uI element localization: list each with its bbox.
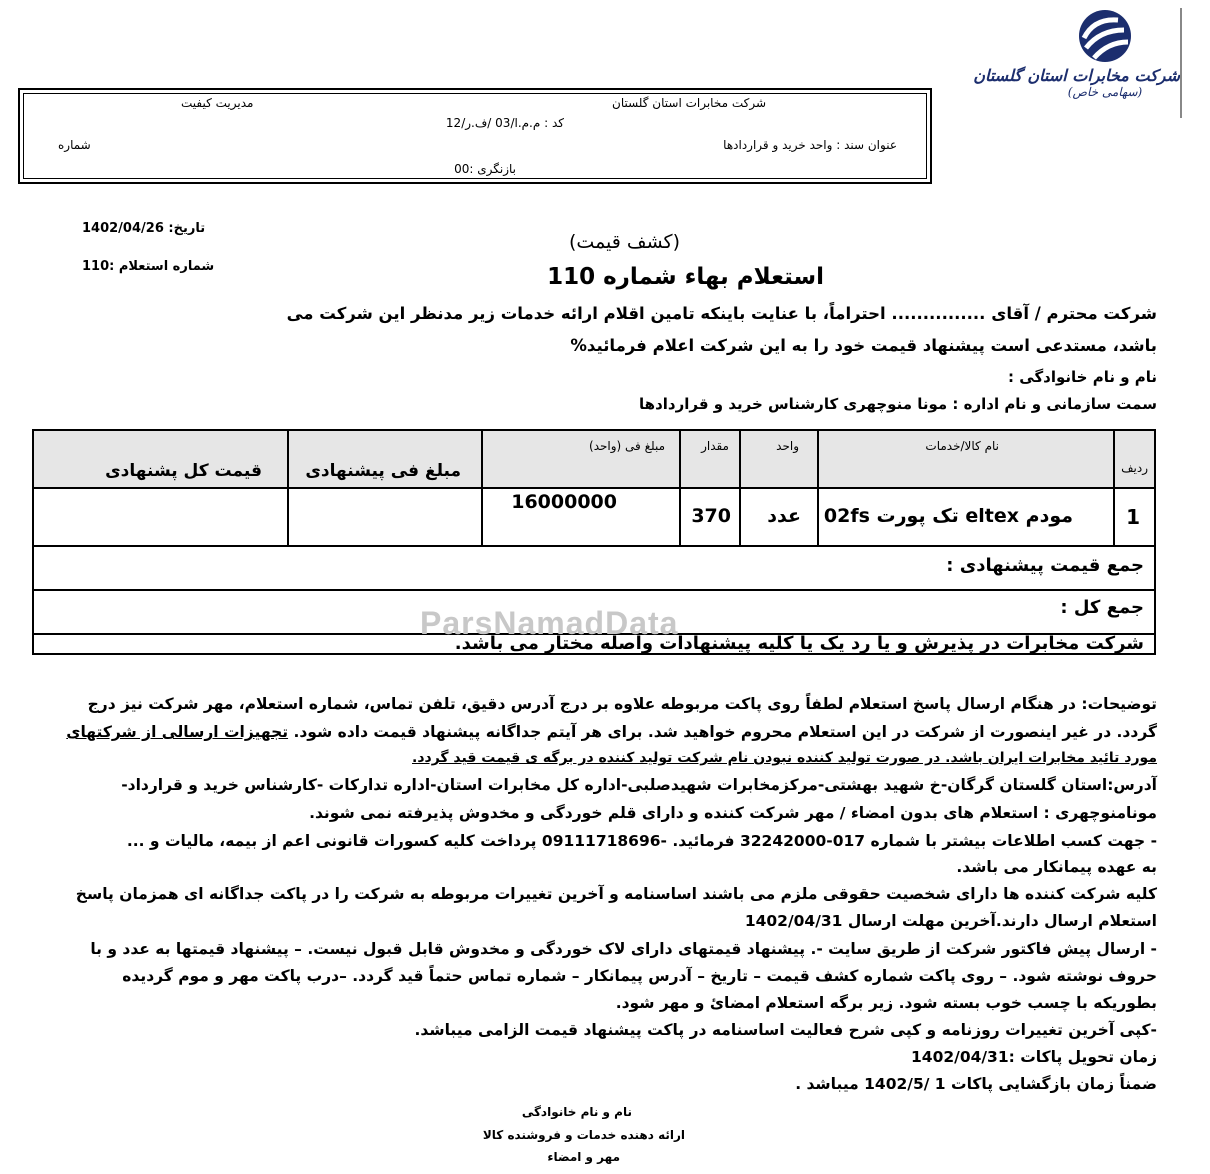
note-line-6: - جهت کسب اطلاعات بیشتر با شماره 017-32242000 فرمائید. -09111718696 پرداخت کلیه کسورات قانونی اعم از بیمه، مالیات و ... — [126, 832, 1157, 850]
note-line-7: به عهده پیمانکار می باشد. — [956, 858, 1157, 876]
note-line-2b: تجهیزات ارسالی از شرکتهای — [66, 723, 289, 741]
note-line-11: حروف نوشته شود. – روی پاکت شماره کشف قیمت – تاریخ – آدرس پیمانکار – شماره تماس حتماً قید گردد. –درب پاکت مهر و موم گردیده — [122, 967, 1157, 985]
sum-offer-label: جمع قیمت پیشنهادی : — [946, 555, 1144, 576]
watermark: ParsNamadData — [420, 605, 679, 641]
header-revision: بازنگری :00 — [454, 162, 516, 176]
table-row — [34, 487, 1154, 547]
th-unit: واحد — [776, 439, 799, 453]
intro-name: نام و نام خانوادگی : — [1008, 368, 1157, 386]
logo-company-type: (سهامی خاص) — [1067, 85, 1143, 99]
cell-row: 1 — [1126, 505, 1140, 529]
table-header-row — [34, 431, 1154, 487]
intro-line-1: شرکت محترم / آقای ............... احتراماً، با عنایت باینکه تامین اقلام ارائه خدمات زیر مدنظر این شرکت می — [286, 304, 1157, 323]
note-line-2 — [66, 725, 1157, 741]
cell-item: مودم eltex تک پورت 02fs — [823, 505, 1073, 527]
th-unit-price: مبلغ فی (واحد) — [589, 439, 665, 453]
note-line-2a: گردد. در غیر اینصورت از شرکت در این استعلام محروم خواهید شد. برای هر آیتم جداگانه پیشنهاد قیمت داده شود. — [293, 723, 1157, 741]
company-logo — [973, 8, 1180, 120]
note-line-14: زمان تحویل پاکات :1402/04/31 — [911, 1048, 1157, 1066]
cell-offer-unit[interactable] — [287, 489, 481, 547]
note-line-10: - ارسال پیش فاکتور شرکت از طریق سایت -. پیشنهاد قیمتهای دارای لاک خوردگی و مخدوش قابل قبول نیست. – پیشنهاد قیمتها به عدد و با — [90, 940, 1157, 958]
divider — [1180, 8, 1182, 118]
cell-offer-total[interactable] — [34, 489, 287, 547]
th-row: ردیف — [1121, 461, 1148, 475]
note-line-5: مونامنوچهری : استعلام های بدون امضاء / مهر شرکت کننده و دارای قلم خوردگی و مخدوش پذیرفته نمی شوند. — [309, 804, 1157, 822]
th-qty: مقدار — [701, 439, 729, 453]
note-line-9: استعلام ارسال دارند.آخرین مهلت ارسال 1402/04/31 — [744, 912, 1157, 930]
th-item: نام کالا/خدمات — [925, 439, 999, 453]
header-code: کد : م.م.ا/03 /ف.ر/12 — [445, 116, 564, 130]
intro-position: سمت سازمانی و نام اداره : مونا منوچهری کارشناس خرید و قراردادها — [639, 395, 1157, 413]
note-line-8: کلیه شرکت کننده ها دارای شخصیت حقوقی ملزم می باشند اساسنامه و آخرین تغییرات مربوطه به شرکت را در پاکت جداگانه ای همزمان پاسخ — [75, 885, 1157, 903]
signature-role: ارائه دهنده خدمات و فروشنده کالا — [482, 1128, 685, 1142]
signature-stamp: مهر و امضاء — [547, 1150, 620, 1164]
note-line-1: توضیحات: در هنگام ارسال پاسخ استعلام لطفاً روی پاکت مربوطه علاوه بر درج آدرس دقیق، تلفن تماس، شماره استعلام، مهر شرکت نیز درج — [87, 695, 1157, 713]
intro-line-2: باشد، مستدعی است پیشنهاد قیمت خود را به این شرکت اعلام فرمائید% — [570, 336, 1157, 355]
sum-offer-row — [34, 545, 1154, 591]
header-number-label: شماره — [58, 138, 91, 152]
note-line-3: مورد تائید مخابرات ایران باشد. در صورت تولید کننده نبودن نام شرکت تولید کننده در برگه ی قیمت قید گردد. — [412, 750, 1157, 766]
subtitle: (کشف قیمت) — [569, 231, 680, 253]
note-line-15: ضمناً زمان بازگشایی پاکات 1 /1402/5 میباشد . — [795, 1075, 1157, 1093]
note-line-13: -کپی آخرین تغییرات روزنامه و کپی شرح فعالیت اساسنامه در پاکت پیشنهاد قیمت الزامی میباشد. — [414, 1021, 1157, 1039]
cell-unit: عدد — [767, 505, 801, 527]
th-offer-total: قیمت کل پشنهادی — [105, 461, 262, 481]
table-note: شرکت مخابرات در پذیرش و یا رد یک یا کلیه پیشنهادات واصله مختار می باشد. — [454, 633, 1144, 654]
cell-unit-price: 16000000 — [511, 491, 617, 513]
note-line-4: آدرس:استان گلستان گرگان-خ شهید بهشتی-مرکزمخابرات شهیدصلبی-اداره کل مخابرات استان-اداره تدارکات -کارشناس خرید و قرارداد- — [121, 776, 1157, 794]
signature-name: نام و نام خانوادگی — [521, 1105, 632, 1119]
inquiry-number: شماره استعلام :110 — [82, 259, 215, 274]
sum-total-label: جمع کل : — [1060, 597, 1144, 618]
header-company: شرکت مخابرات استان گلستان — [612, 96, 766, 110]
page-title: استعلام بهاء شماره 110 — [547, 264, 824, 290]
note-line-12: بطوریکه با چسب خوب بسته شود. زیر برگه استعلام امضائ و مهر شود. — [615, 994, 1157, 1012]
logo-company-name: شرکت مخابرات استان گلستان — [973, 66, 1180, 85]
date: تاریخ: 1402/04/26 — [82, 221, 206, 236]
cell-qty: 370 — [691, 505, 731, 527]
header-doc-title: عنوان سند : واحد خرید و قراردادها — [723, 138, 897, 152]
th-offer-unit: مبلغ فی پیشنهادی — [305, 461, 461, 481]
header-dept: مدیریت کیفیت — [181, 96, 254, 110]
telecom-logo-icon — [1074, 8, 1136, 64]
document-header — [18, 88, 932, 184]
